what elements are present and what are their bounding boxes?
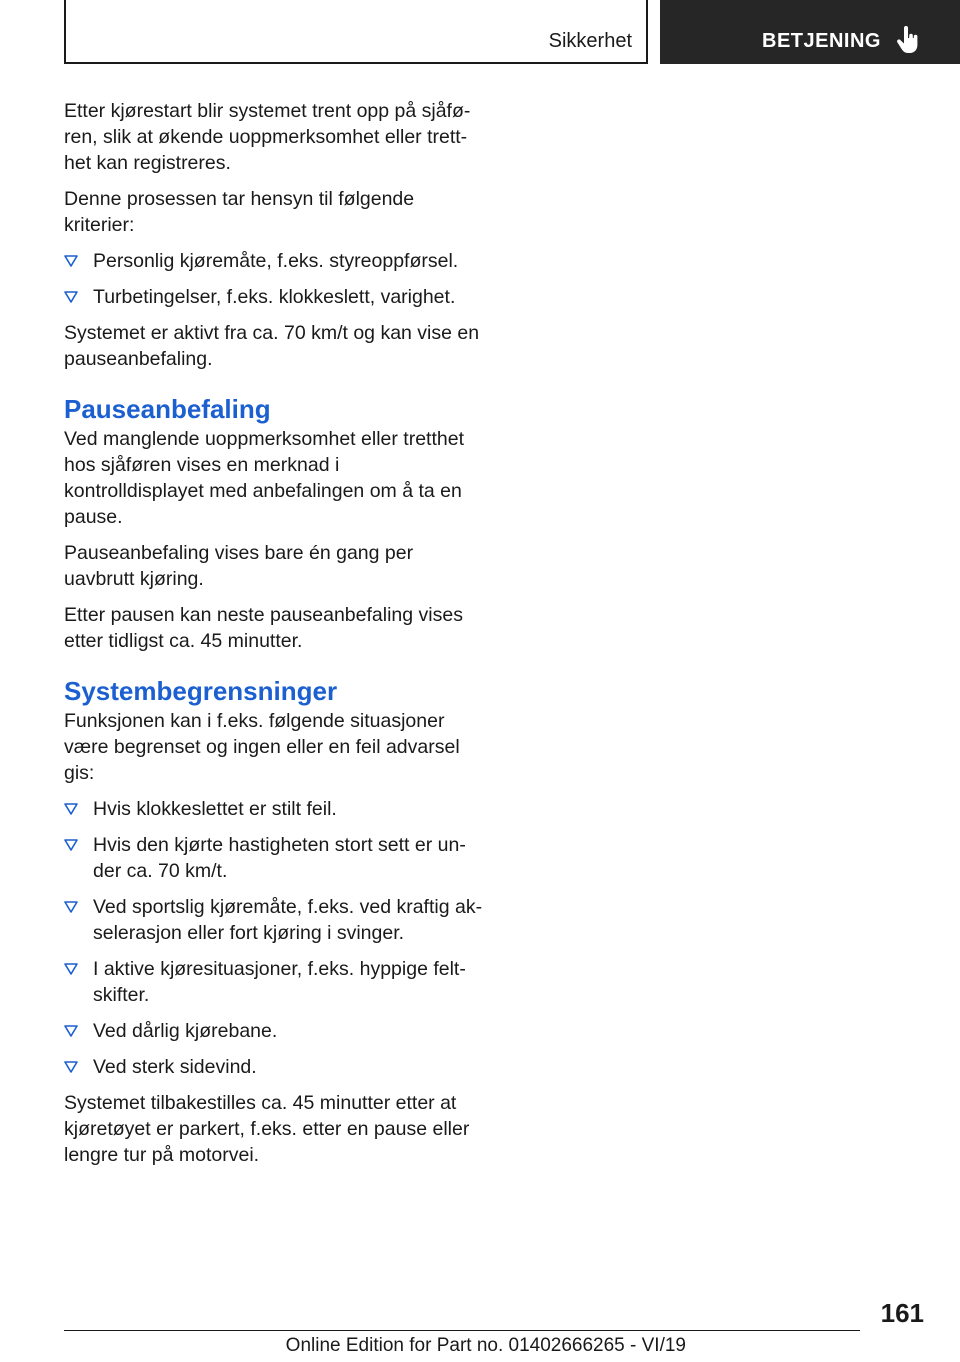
header-section-title: Sikkerhet [548, 30, 632, 52]
edition-footer: Online Edition for Part no. 01402666265 - VI/19 [285, 1335, 686, 1356]
pause-paragraph-2: Pauseanbefaling vises bare én gang per uavbrutt kjøring. [64, 542, 414, 590]
list-item-text: Hvis klokkeslettet er stilt feil. [93, 798, 337, 820]
triangle-bullet-icon [64, 963, 78, 975]
list-item [64, 1054, 484, 1080]
list-item-text: I aktive kjøresituasjoner, f.eks. hyppige felt-skifter. [93, 958, 466, 1006]
intro-paragraph-2: Denne prosessen tar hensyn til følgende kriterier: [64, 188, 415, 236]
list-item-text: Hvis den kjørte hastigheten stort sett er un-der ca. 70 km/t. [93, 834, 466, 882]
header-chapter-title: BETJENING [762, 30, 881, 52]
triangle-bullet-icon [64, 839, 78, 851]
header-chapter-tab [660, 0, 960, 64]
list-item [64, 894, 484, 946]
triangle-bullet-icon [64, 255, 78, 267]
list-item-text: Ved sterk sidevind. [93, 1056, 257, 1078]
pause-paragraph-3: Etter pausen kan neste pauseanbefaling vises etter tidligst ca. 45 minutter. [64, 604, 463, 652]
list-item-text: Ved sportslig kjøremåte, f.eks. ved kraftig ak-selerasjon eller fort kjøring i svinger. [93, 896, 483, 944]
intro-paragraph-3: Systemet er aktivt fra ca. 70 km/t og kan vise en pauseanbefaling. [64, 322, 480, 370]
triangle-bullet-icon [64, 1025, 78, 1037]
list-item [64, 956, 484, 1008]
triangle-bullet-icon [64, 901, 78, 913]
list-item [64, 1018, 484, 1044]
criteria-list [64, 248, 484, 310]
intro-paragraph-1: Etter kjørestart blir systemet trent opp på sjåfø-ren, slik at økende uoppmerksomhet eller trett-het kan registreres. [64, 100, 471, 174]
limits-list [64, 796, 484, 1080]
header-section-box [64, 0, 648, 64]
triangle-bullet-icon [64, 291, 78, 303]
list-item [64, 248, 484, 274]
section-heading-limits: Systembegrensninger [64, 676, 338, 706]
list-item-text: Ved dårlig kjørebane. [93, 1020, 278, 1042]
footer-divider [64, 1330, 860, 1331]
triangle-bullet-icon [64, 803, 78, 815]
pause-paragraph-1: Ved manglende uoppmerksomhet eller tretthet hos sjåføren vises en merknad i kontrolldisplayet med anbefalingen om å ta en pause. [64, 428, 464, 528]
list-item-text: Personlig kjøremåte, f.eks. styreoppførsel. [93, 250, 459, 272]
list-item [64, 796, 484, 822]
hand-pointer-icon [896, 26, 920, 54]
triangle-bullet-icon [64, 1061, 78, 1073]
page-number: 161 [880, 1298, 924, 1328]
limits-paragraph-2: Systemet tilbakestilles ca. 45 minutter etter at kjøretøyet er parkert, f.eks. etter en pause eller lengre tur på motorvei. [64, 1092, 470, 1166]
list-item-text: Turbetingelser, f.eks. klokkeslett, varighet. [93, 286, 456, 308]
list-item [64, 284, 484, 310]
section-heading-pause: Pauseanbefaling [64, 394, 271, 424]
page-content [64, 98, 484, 1178]
limits-paragraph-1: Funksjonen kan i f.eks. følgende situasjoner være begrenset og ingen eller en feil advarsel gis: [64, 710, 460, 784]
list-item [64, 832, 484, 884]
